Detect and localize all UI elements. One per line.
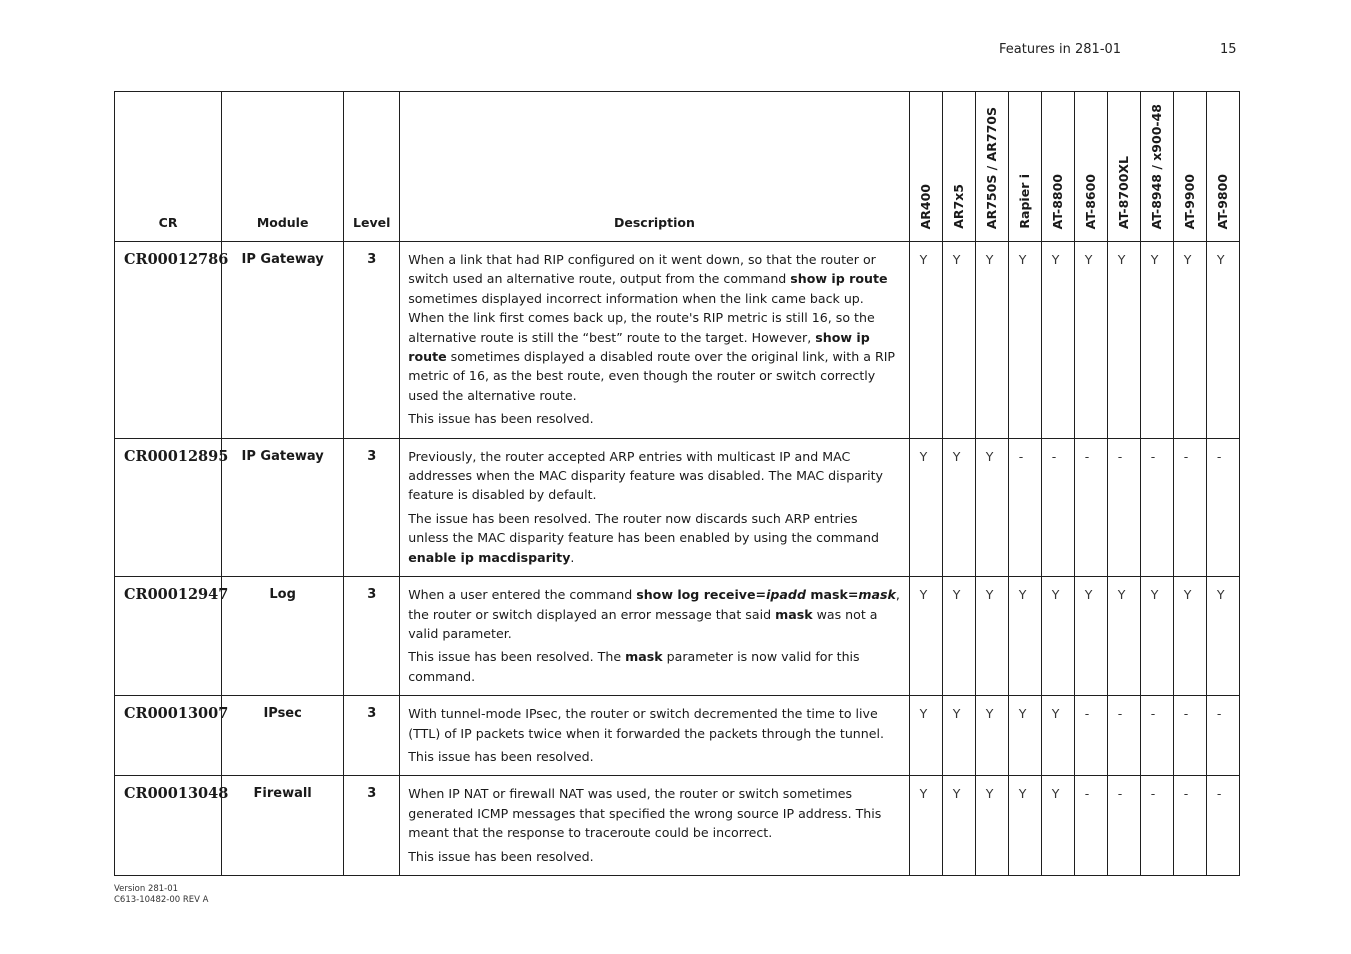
table-row [115, 776, 1240, 876]
table-row [115, 438, 1240, 576]
description: When a user entered the command show log receive=ipadd mask=mask, the router or switch displayed an error message that said mask was not a valid parameter. This issue has been resolved. The mask parameter is now valid for this command. [400, 577, 909, 696]
level: 3 [344, 438, 400, 576]
support-cell: - [1173, 696, 1206, 776]
table-header-row [115, 92, 1240, 242]
module-name: Log [222, 577, 344, 696]
module-name: IP Gateway [222, 438, 344, 576]
description: With tunnel-mode IPsec, the router or switch decremented the time to live (TTL) of IP packets twice when it forwarded the packets through the tunnel. This issue has been resolved. [400, 696, 909, 776]
support-cell: - [1173, 776, 1206, 876]
support-cell: Y [1107, 577, 1140, 696]
level: 3 [344, 776, 400, 876]
support-cell: Y [975, 242, 1008, 439]
header-product: AT-9900 [1173, 92, 1206, 242]
header-product: AT-8700XL [1107, 92, 1140, 242]
support-cell: Y [1008, 577, 1041, 696]
support-cell: - [1173, 438, 1206, 576]
cr-id: CR00013048 [115, 776, 222, 876]
module-name: IPsec [222, 696, 344, 776]
header-product: AT-8948 / x900-48 [1140, 92, 1173, 242]
support-cell: - [1107, 696, 1140, 776]
support-cell: Y [975, 577, 1008, 696]
module-name: IP Gateway [222, 242, 344, 439]
footer-doc-id: C613-10482-00 REV A [114, 895, 209, 905]
support-cell: Y [1074, 577, 1107, 696]
support-cell: Y [909, 577, 942, 696]
level: 3 [344, 696, 400, 776]
cr-id: CR00013007 [115, 696, 222, 776]
table-row [115, 242, 1240, 439]
header-product: AT-9800 [1206, 92, 1239, 242]
header-description: Description [400, 92, 909, 242]
support-cell: Y [1041, 577, 1074, 696]
support-cell: Y [1140, 577, 1173, 696]
support-cell: Y [942, 242, 975, 439]
support-cell: Y [1008, 242, 1041, 439]
support-cell: Y [1173, 242, 1206, 439]
header-cr: CR [115, 92, 222, 242]
support-cell: - [1107, 776, 1140, 876]
support-cell: Y [909, 242, 942, 439]
support-cell: Y [1074, 242, 1107, 439]
description: When a link that had RIP configured on it went down, so that the router or switch used an alternative route, output from the command show ip route sometimes displayed incorrect information when the link came back up. When the link first comes back up, the route's RIP metric is still 16, so the alternative route is still the “best” route to the target. However, show ip route sometimes displayed a disabled route over the original link, with a RIP metric of 16, as the best route, even though the router or switch correctly used the alternative route. This issue has been resolved. [400, 242, 909, 439]
support-cell: Y [1041, 242, 1074, 439]
support-cell: - [1206, 776, 1239, 876]
support-cell: Y [1140, 242, 1173, 439]
support-cell: - [1140, 438, 1173, 576]
support-cell: Y [1008, 776, 1041, 876]
support-cell: Y [942, 577, 975, 696]
support-cell: Y [1206, 577, 1239, 696]
cr-id: CR00012947 [115, 577, 222, 696]
support-cell: Y [909, 438, 942, 576]
header-product: Rapier i [1008, 92, 1041, 242]
support-cell: Y [1008, 696, 1041, 776]
header-product: AR400 [909, 92, 942, 242]
support-cell: - [1074, 438, 1107, 576]
description: When IP NAT or firewall NAT was used, the router or switch sometimes generated ICMP messages that specified the wrong source IP address. This meant that the response to traceroute could be incorrect. This issue has been resolved. [400, 776, 909, 876]
header-product: AR750S / AR770S [975, 92, 1008, 242]
page-number: 15 [1220, 42, 1237, 57]
support-cell: - [1140, 696, 1173, 776]
support-cell: Y [1041, 696, 1074, 776]
support-cell: Y [942, 438, 975, 576]
header-product: AT-8600 [1074, 92, 1107, 242]
support-cell: Y [909, 776, 942, 876]
support-cell: Y [1173, 577, 1206, 696]
support-cell: Y [1041, 776, 1074, 876]
cr-id: CR00012786 [115, 242, 222, 439]
support-cell: - [1074, 696, 1107, 776]
support-cell: Y [975, 776, 1008, 876]
support-cell: Y [1107, 242, 1140, 439]
cr-id: CR00012895 [115, 438, 222, 576]
header-level: Level [344, 92, 400, 242]
level: 3 [344, 242, 400, 439]
description: Previously, the router accepted ARP entries with multicast IP and MAC addresses when the MAC disparity feature was disabled. The MAC disparity feature is disabled by default. The issue has been resolved. The router now discards such ARP entries unless the MAC disparity feature has been enabled by using the command enable ip macdisparity. [400, 438, 909, 576]
table-row [115, 577, 1240, 696]
footer [114, 884, 208, 906]
header-module: Module [222, 92, 344, 242]
level: 3 [344, 577, 400, 696]
support-cell: Y [942, 776, 975, 876]
support-cell: - [1041, 438, 1074, 576]
support-cell: Y [975, 438, 1008, 576]
support-cell: - [1140, 776, 1173, 876]
header-product: AR7x5 [942, 92, 975, 242]
module-name: Firewall [222, 776, 344, 876]
footer-version: Version 281-01 [114, 884, 179, 894]
header-product: AT-8800 [1041, 92, 1074, 242]
support-cell: Y [909, 696, 942, 776]
section-title: Features in 281-01 [999, 42, 1122, 57]
support-cell: - [1107, 438, 1140, 576]
support-cell: Y [942, 696, 975, 776]
support-cell: Y [975, 696, 1008, 776]
support-cell: Y [1206, 242, 1239, 439]
resolved-issues-table [114, 91, 1240, 876]
support-cell: - [1074, 776, 1107, 876]
support-cell: - [1008, 438, 1041, 576]
support-cell: - [1206, 696, 1239, 776]
support-cell: - [1206, 438, 1239, 576]
table-row [115, 696, 1240, 776]
